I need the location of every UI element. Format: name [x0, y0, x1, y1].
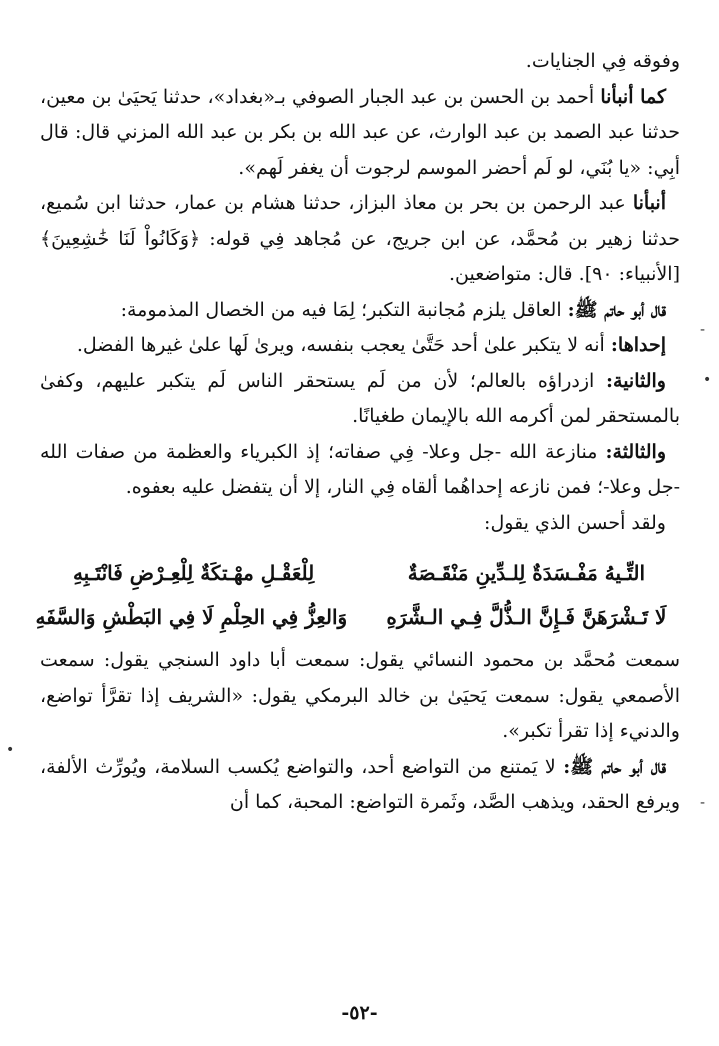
paragraph-text: ازدراؤه بالعالم؛ لأن من لَم يستحقر الناس لَم يتكبر عليهم، وكفىٰ بالمستحقر لمن أكرمه الله بالإيمان طغيانًا.: [40, 369, 680, 427]
paragraph-text: ولقد أحسن الذي يقول:: [484, 511, 666, 534]
paragraph-text: أنه لا يتكبر علىٰ أحد حَتَّىٰ يعجب بنفسه، ويرىٰ لَها علىٰ غيرها الفضل.: [76, 334, 611, 356]
paragraph-lead: قال أبو حاتم ﷺ:: [563, 755, 667, 778]
paragraph-text: منازعة الله -جل وعلا- فِي صفاته؛ إذ الكبرياء والعظمة من صفات الله -جل وعلا-؛ فمن نازعه إحداهُما ألقاه فِي النار، إلا أن يتفضل عليه بعفوه.: [40, 440, 680, 498]
paragraph: [40, 44, 680, 80]
poem-hemistich-second: وَالعِزُّ فِي الحِلْمِ لَا فِي البَطْشِ وَالسَّفَهِ: [35, 605, 348, 629]
paragraph-text: وفوقه فِي الجنايات.: [525, 50, 680, 72]
paragraph: [40, 435, 680, 506]
paragraph-text: لا يَمتنع من التواضع أحد، والتواضع يُكسب السلامة، ويُورِّث الألفة، ويرفع الحقد، ويذهب الصَّد، وثَمرة التواضع: المحبة، كما أن: [40, 755, 680, 813]
paragraph-lead: أنبأنا: [632, 192, 666, 214]
poem-hemistich-second: لِلْعَقْـلِ مهْـتكَةٌ لِلْعِـرْضِ فَانْتَـبِهِ: [72, 561, 315, 585]
paragraph: [40, 506, 680, 542]
paragraph: [40, 186, 680, 293]
margin-mark: •: [703, 372, 712, 388]
margin-mark: ‐: [700, 322, 706, 338]
margin-mark: •: [6, 742, 15, 758]
paragraph-text: عبد الرحمن بن بحر بن معاذ البزاز، حدثنا هشام بن عمار، حدثنا ابن سُميع، حدثنا زهير بن مُحمَّد، عن ابن جريج، عن مُجاهد فِي قوله: ﴿وَكَانُواْ لَنَا خَٰشِعِينَ﴾ [الأنبياء: ٩٠]. قال: متواضعين.: [40, 192, 680, 285]
paragraph: [40, 328, 680, 364]
paragraph: [40, 293, 680, 329]
page-number: -٥٢-: [341, 1002, 378, 1024]
paragraph: [40, 364, 680, 435]
poem: [35, 551, 680, 639]
paragraph: [40, 80, 680, 187]
paragraph: [40, 750, 680, 821]
paragraph-lead: إحداها:: [610, 334, 666, 356]
paragraph-text: العاقل يلزم مُجانبة التكبر؛ لِمَا فيه من الخصال المذمومة:: [120, 298, 568, 321]
poem-hemistich-first: لَا تَـشْرَهَنَّ فَـإِنَّ الـذُّلَّ فِـي الـشَّرَهِ: [386, 605, 667, 629]
poem-verse: [35, 595, 680, 639]
paragraph-text: سمعت مُحمَّد بن محمود النسائي يقول: سمعت أبا داود السنجي يقول: سمعت الأصمعي يقول: سمعت يَحيَىٰ بن خالد البرمكي يقول: «الشريف إذا تقرَّأ تواضع، والدنيء إذا تقرأ تكبر».: [40, 649, 680, 742]
paragraph-lead: قال أبو حاتم ﷺ:: [567, 298, 666, 321]
poem-verse: [40, 551, 680, 595]
paragraph-text: أحمد بن الحسن بن عبد الجبار الصوفي بـ«بغداد»، حدثنا يَحيَىٰ بن معين، حدثنا عبد الصمد بن عبد الوارث، عن عبد الله بن بكر بن عبد الله المزني قال: قال أبِي: «يا بُنَي، لو لَم أحضر الموسم لرجوت أن يغفر لَهم».: [40, 85, 680, 179]
margin-mark: ‐: [700, 795, 706, 811]
paragraph-lead: والثالثة:: [605, 440, 666, 463]
paragraph-lead: والثانية:: [606, 369, 666, 392]
paragraph: [40, 643, 680, 750]
paragraph-lead: كما أنبأنا: [600, 85, 666, 108]
page-body: [35, 44, 680, 821]
poem-hemistich-first: التِّـيهُ مَفْـسَدَةٌ لِلـدِّينِ مَنْقَـصَةٌ: [407, 561, 646, 585]
